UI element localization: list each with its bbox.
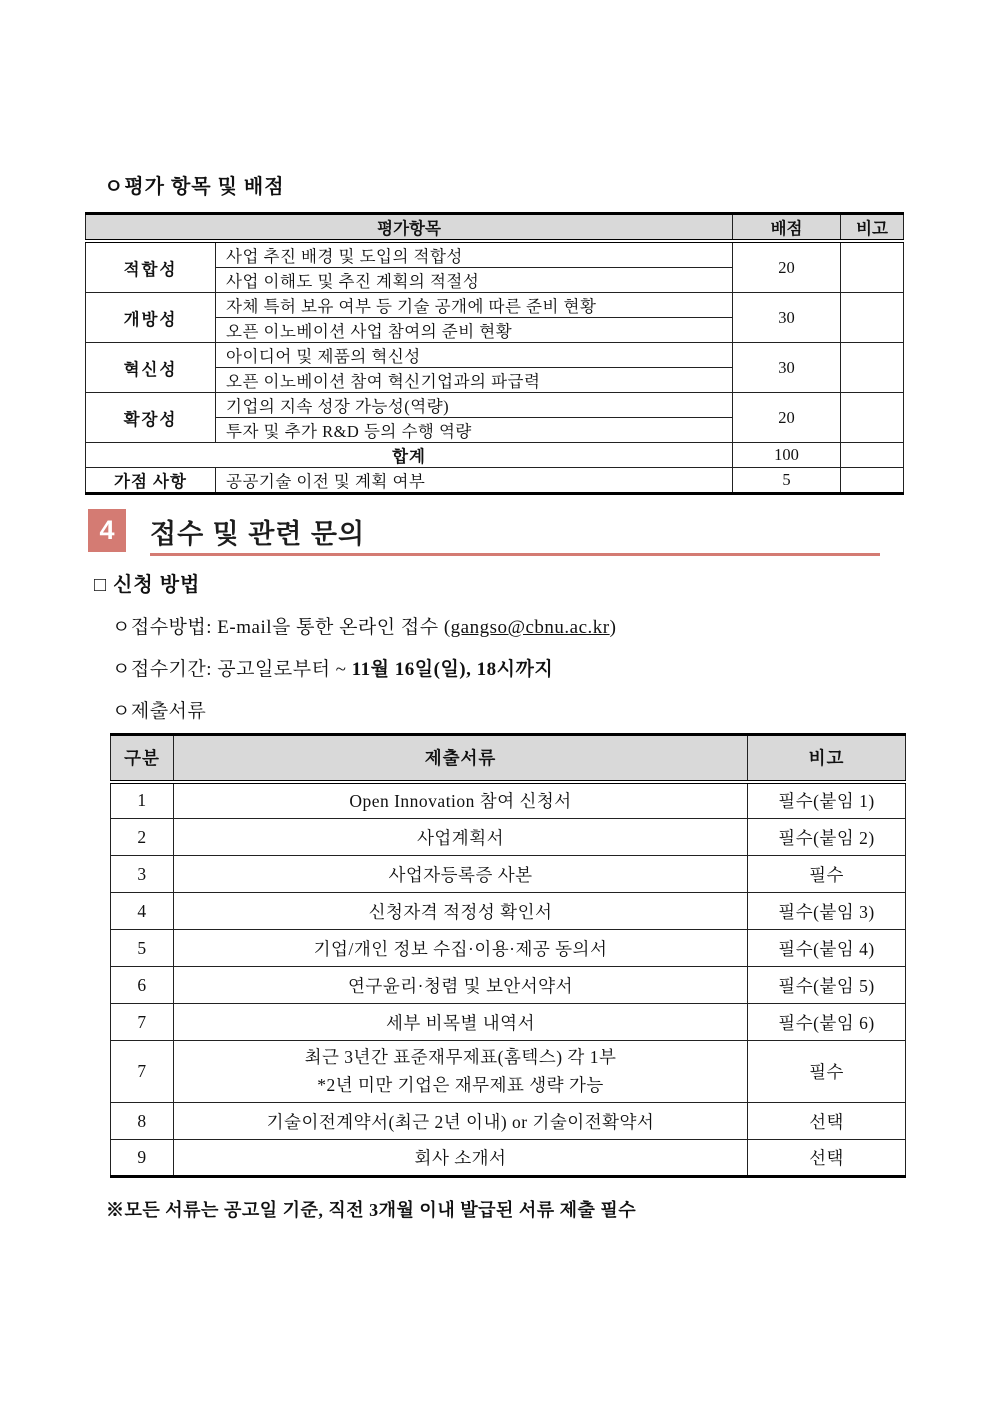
eval-item: 사업 추진 배경 및 도입의 적합성 [216,241,733,268]
eval-note-cell [841,393,904,443]
eval-points: 20 [733,241,841,293]
docs-header-doc: 제출서류 [174,735,748,782]
doc-title: 회사 소개서 [174,1140,748,1177]
doc-no: 6 [111,967,174,1004]
table-row [111,856,906,893]
doc-no: 5 [111,930,174,967]
doc-no: 8 [111,1103,174,1140]
doc-title: 기술이전계약서(최근 2년 이내) or 기술이전확약서 [174,1103,748,1140]
doc-title-line2: *2년 미만 기업은 재무제표 생략 가능 [317,1074,604,1095]
table-row [111,893,906,930]
table-row [86,241,904,268]
bullet-submission-docs: ㅇ제출서류 [112,701,207,722]
doc-no: 7 [111,1004,174,1041]
docs-header-note: 비고 [748,735,906,782]
documents-footnote: ※모든 서류는 공고일 기준, 직전 3개월 이내 발급된 서류 제출 필수 [106,1200,637,1220]
doc-note: 필수(붙임 1) [748,782,906,819]
evaluation-table-header-row [86,214,904,242]
eval-item: 오픈 이노베이션 참여 혁신기업과의 파급력 [216,368,733,393]
evaluation-table [85,212,904,495]
doc-title: 신청자격 적정성 확인서 [174,893,748,930]
doc-title-line1: 최근 3년간 표준재무제표(홈텍스) 각 1부 [304,1047,617,1068]
documents-table-header-row [111,735,906,782]
eval-note-cell [841,293,904,343]
eval-item: 기업의 지속 성장 가능성(역량) [216,393,733,418]
eval-total-row [86,443,904,468]
doc-no: 3 [111,856,174,893]
reception-method-text: ㅇ접수방법: E-mail을 통한 온라인 접수 ( [112,617,451,638]
eval-points: 30 [733,293,841,343]
table-row [111,930,906,967]
table-row [86,343,904,368]
doc-note: 필수(붙임 3) [748,893,906,930]
doc-title: 사업자등록증 사본 [174,856,748,893]
evaluation-heading: ㅇ평가 항목 및 배점 [104,176,285,198]
table-row [111,1103,906,1140]
doc-title: 기업/개인 정보 수집·이용·제공 동의서 [174,930,748,967]
apply-method-heading: □ 신청 방법 [94,574,201,596]
doc-no: 7 [111,1041,174,1103]
doc-note: 필수(붙임 2) [748,819,906,856]
eval-bonus-category: 가점 사항 [86,468,216,494]
eval-total-label: 합계 [86,443,733,468]
eval-header-item: 평가항목 [86,214,733,242]
doc-note: 필수 [748,1041,906,1103]
section-number-badge: 4 [88,509,126,552]
doc-note: 필수 [748,856,906,893]
eval-note-cell [841,443,904,468]
reception-method-suffix: ) [609,617,617,638]
doc-note: 선택 [748,1140,906,1177]
section-underline [150,553,880,556]
doc-no: 2 [111,819,174,856]
eval-item: 투자 및 추가 R&D 등의 수행 역량 [216,418,733,443]
table-row [111,782,906,819]
eval-bonus-item: 공공기술 이전 및 계획 여부 [216,468,733,494]
email-link[interactable]: gangso@cbnu.ac.kr [450,617,610,638]
doc-no: 1 [111,782,174,819]
eval-note-cell [841,343,904,393]
eval-header-note: 비고 [841,214,904,242]
table-row [86,293,904,318]
eval-bonus-row [86,468,904,494]
reception-deadline: 11월 16일(일), 18시까지 [351,659,554,680]
section-title: 접수 및 관련 문의 [150,519,366,549]
bullet-reception-method [112,612,616,639]
doc-title: 세부 비목별 내역서 [174,1004,748,1041]
documents-table [110,733,906,1178]
doc-note: 필수(붙임 5) [748,967,906,1004]
doc-note: 필수(붙임 4) [748,930,906,967]
doc-title [174,1041,748,1103]
doc-no: 9 [111,1140,174,1177]
doc-note: 선택 [748,1103,906,1140]
eval-category: 확장성 [86,393,216,443]
eval-header-points: 배점 [733,214,841,242]
table-row [111,1140,906,1177]
table-row [86,393,904,418]
bullet-reception-period [112,654,553,681]
doc-note: 필수(붙임 6) [748,1004,906,1041]
table-row [111,1041,906,1103]
eval-points: 30 [733,343,841,393]
reception-period-text: ㅇ접수기간: 공고일로부터 ~ [112,659,352,680]
doc-title: 연구윤리·청렴 및 보안서약서 [174,967,748,1004]
doc-no: 4 [111,893,174,930]
eval-category: 혁신성 [86,343,216,393]
table-row [111,819,906,856]
eval-category: 개방성 [86,293,216,343]
doc-title: Open Innovation 참여 신청서 [174,782,748,819]
eval-points: 20 [733,393,841,443]
eval-note-cell [841,241,904,293]
eval-category: 적합성 [86,241,216,293]
eval-total-points: 100 [733,443,841,468]
docs-header-no: 구분 [111,735,174,782]
eval-note-cell [841,468,904,494]
eval-item: 아이디어 및 제품의 혁신성 [216,343,733,368]
doc-title: 사업계획서 [174,819,748,856]
eval-item: 자체 특허 보유 여부 등 기술 공개에 따른 준비 현황 [216,293,733,318]
eval-bonus-points: 5 [733,468,841,494]
eval-item: 오픈 이노베이션 사업 참여의 준비 현황 [216,318,733,343]
table-row [111,967,906,1004]
eval-item: 사업 이해도 및 추진 계획의 적절성 [216,268,733,293]
table-row [111,1004,906,1041]
